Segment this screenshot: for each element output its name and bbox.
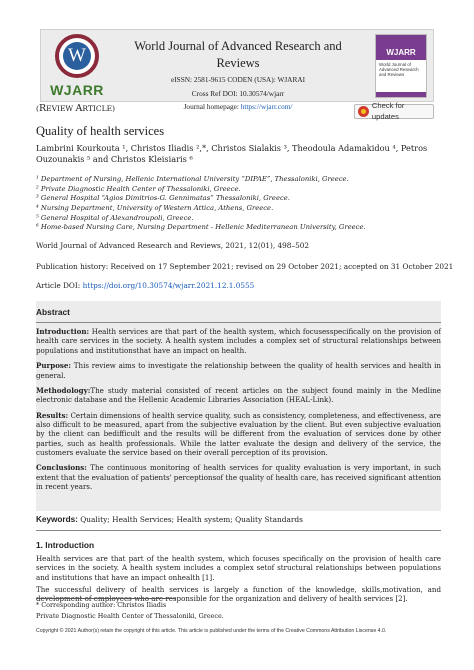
homepage-line: [113, 102, 363, 112]
section-heading-introduction: 1. Introduction: [36, 540, 95, 550]
cover-brand: WJARR: [376, 47, 426, 60]
article-type-close: ): [112, 104, 116, 113]
intro-label: Introduction:: [36, 327, 90, 337]
logo-letter: W: [63, 42, 91, 70]
logo-text: WJARR: [50, 82, 104, 98]
footnote-divider: [36, 598, 176, 599]
abstract-methodology: [36, 386, 441, 405]
article-type-cap-r: R: [38, 103, 47, 114]
affiliation-item: ⁵ General Hospital of Alexandroupoli, Greece.: [36, 213, 194, 222]
doi-line: [36, 281, 254, 291]
affiliation-list: [36, 175, 441, 233]
cover-bottom-band: [376, 92, 426, 97]
cover-title: World Journal of Advanced Research and Reviews: [379, 61, 419, 78]
doi-link[interactable]: https://doi.org/10.30574/wjarr.2021.12.1.0555: [82, 281, 255, 290]
homepage-link[interactable]: https://wjarr.com/: [240, 102, 293, 112]
article-title: Quality of health services: [36, 124, 165, 138]
article-type-cap-a: A: [75, 103, 83, 114]
abstract-heading: Abstract: [36, 307, 70, 317]
intro-paragraph-2: The successful delivery of health services is largely a function of the knowledge, skills,motivation, and development of employees who are responsible for the organization and delivery of health services [2].: [36, 585, 441, 604]
results-label: Results:: [36, 410, 69, 420]
journal-logo: [49, 34, 105, 100]
affiliation-item: ³ General Hospital “Agios Dimitrios-G. Gennimatas” Thessaloniki, Greece.: [36, 194, 290, 203]
method-label: Methodology:: [36, 385, 91, 395]
intro-text: Health services are that part of the health system, which focusesspecifically on the provision of health care services in the society. A health system includes a complex set of structural relationships between populations and institutionsthat have an impact on health.: [36, 327, 441, 355]
journal-title: World Journal of Advanced Research and Reviews: [134, 39, 342, 70]
results-text: Certain dimensions of health service quality, such as consistency, completeness, and effectiveness, are also difficult to be measured, apart from the subjective evaluation by the client. But even subjective evaluation by the client can bedifficult and the results will be different from the evaluation of services done by other parties, such as health professionals. While the latter evaluate the design and delivery of the service, the customers evaluate the service based on their overall perception of its provision.: [36, 410, 441, 458]
footnote-corresponding-author: * Corresponding author: Christos Iliadis: [36, 601, 167, 609]
purpose-text: This review aims to investigate the relationship between the quality of health services and health in general.: [36, 361, 441, 380]
homepage-label: Journal homepage:: [183, 102, 241, 112]
check-for-updates-label: Check for updates: [371, 101, 405, 121]
conclusions-text: The continuous monitoring of health services for quality evaluation is very important, in such extent that the evaluation of patients' perceptionsof the quality of health care, has received significant attention in recent years.: [36, 463, 441, 492]
check-for-updates-button[interactable]: [354, 101, 434, 121]
abstract-conclusions: [36, 463, 441, 491]
crossref-line: Cross Ref DOI: 10.30574/wjarr: [191, 88, 285, 98]
keywords-text: Quality; Health Services; Health system; Quality Standards: [77, 515, 303, 524]
method-text: The study material consisted of recent articles on the subject found mainly in the Medline electronic database and the Hellenic Academic Libraries Association (HEAL-Link).: [36, 385, 441, 405]
article-type-open: (: [36, 104, 39, 113]
keywords-divider: [36, 530, 441, 531]
publication-history: Publication history: Received on 17 September 2021; revised on 29 October 2021; accepted on 31 October 2021: [36, 262, 454, 271]
issn-line: eISSN: 2581-9615 CODEN (USA): WJARAI: [170, 75, 306, 84]
copyright-notice: Copyright © 2021 Author(s) retain the copyright of this article. This article is published under the terms of the Creative Commons Attribution Liscense 4.0.: [36, 628, 387, 634]
logo-circle: [55, 34, 99, 78]
abstract-introduction: [36, 327, 441, 355]
article-type-eview: EVIEW: [46, 104, 76, 113]
cover-top-band: [376, 35, 426, 47]
affiliation-item: ² Private Diagnostic Health Center of Thessaloniki, Greece.: [36, 184, 241, 193]
article-type: [36, 103, 115, 116]
affiliation-item: ⁶ Home-based Nursing Care, Nursing Department - Hellenic Mediterranean University, Greece.: [36, 223, 366, 232]
journal-info: [113, 38, 363, 112]
affiliation-item: ⁴ Nursing Department, University of Western Attica, Athens, Greece.: [36, 203, 274, 212]
crossmark-icon: [358, 106, 369, 117]
journal-cover-thumbnail: [375, 34, 427, 98]
purpose-label: Purpose:: [36, 361, 72, 371]
conclusions-label: Conclusions:: [36, 463, 87, 473]
abstract-divider: [36, 322, 441, 323]
doi-label: Article DOI:: [36, 281, 83, 290]
keywords-label: Keywords:: [36, 515, 78, 524]
abstract-box: [36, 301, 441, 511]
footnote-affiliation: Private Diagnostic Health Center of Thessaloniki, Greece.: [36, 612, 224, 620]
article-type-rticle: RTICLE: [82, 104, 113, 113]
abstract-results: [36, 411, 441, 458]
abstract-purpose: [36, 361, 441, 380]
keywords-line: [36, 515, 303, 526]
author-list: Lambrini Kourkouta ¹, Christos Iliadis ²,*, Christos Sialakis ³, Theodoula Adamakidou ⁴, Petros Ouzounakis ⁵ and Christos Kleisiaris ⁶: [36, 143, 428, 165]
intro-paragraph-1: Health services are that part of the health system, which focuses specifically on the provision of health care services in the society. A health system includes a complex setof structural relationships between populations and institutions that have an impact onhealth [1].: [36, 554, 441, 582]
citation-line: World Journal of Advanced Research and Reviews, 2021, 12(01), 498–502: [36, 241, 310, 250]
affiliation-item: ¹ Department of Nursing, Hellenic International University “DIPAE”, Thessaloniki, Greece.: [36, 175, 349, 183]
